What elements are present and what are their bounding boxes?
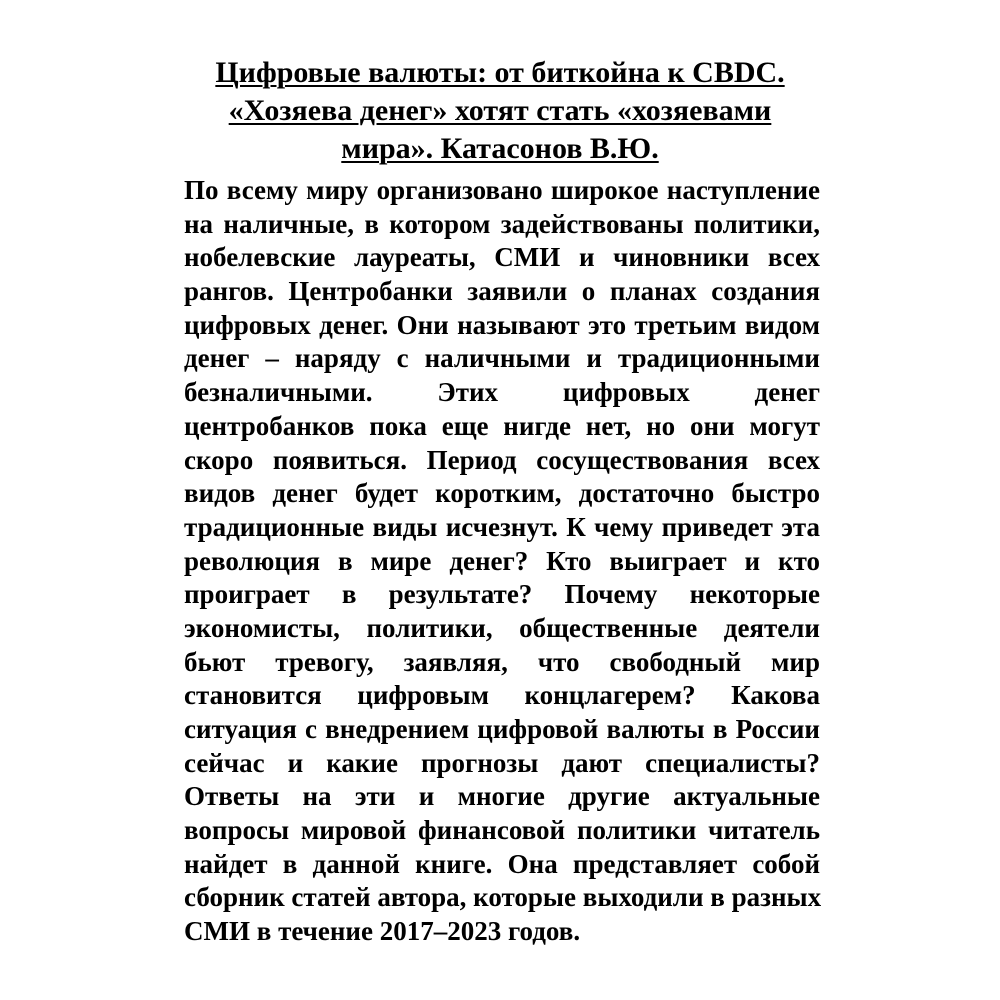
annotation-line-3: нобелевские лауреаты, СМИ и чиновники всех (184, 242, 820, 273)
annotation-line-5: цифровых денег. Они называют это третьим видом (184, 309, 820, 340)
annotation-line-23: СМИ в течение 2017–2023 годов. (184, 916, 581, 947)
book-annotation-paragraph (184, 174, 820, 949)
annotation-line-2: на наличные, в котором задействованы политики, (184, 208, 820, 239)
annotation-line-13: проиграет в результате? Почему некоторые (184, 579, 820, 610)
annotation-line-17: ситуация с внедрением цифровой валюты в России (184, 714, 820, 744)
annotation-line-12: революция в мире денег? Кто выиграет и кто (184, 545, 820, 576)
annotation-line-20: вопросы мировой финансовой политики читатель (184, 815, 820, 846)
annotation-line-8: центробанков пока еще нигде нет, но они могут (184, 410, 820, 441)
book-title-line-2: «Хозяева денег» хотят стать «хозяевами (228, 94, 772, 127)
annotation-line-10: видов денег будет коротким, достаточно быстро (184, 478, 820, 509)
book-title-line-3: мира». Катасонов В.Ю. (341, 132, 659, 165)
annotation-line-22: сборник статей автора, которые выходили в разных (184, 882, 822, 913)
annotation-line-21: найдет в данной книге. Она представляет собой (184, 848, 820, 879)
book-title-line-1: Цифровые валюты: от биткойна к CBDC. (215, 56, 785, 89)
annotation-line-1: По всему миру организовано широкое наступление (184, 175, 820, 205)
book-title (180, 54, 820, 168)
annotation-line-7: безналичными. Этих цифровых денег (184, 377, 820, 408)
annotation-line-9: скоро появиться. Период сосуществования всех (184, 444, 820, 475)
annotation-line-14: экономисты, политики, общественные деятели (184, 612, 820, 643)
annotation-line-19: Ответы на эти и многие другие актуальные (184, 781, 820, 812)
annotation-line-11: традиционные виды исчезнут. К чему приведет эта (184, 511, 820, 542)
annotation-line-6: денег – наряду с наличными и традиционными (184, 343, 820, 374)
annotation-line-15: бьют тревогу, заявляя, что свободный мир (184, 646, 820, 677)
annotation-line-18: сейчас и какие прогнозы дают специалисты? (184, 747, 820, 778)
annotation-line-4: рангов. Центробанки заявили о планах создания (184, 276, 820, 307)
annotation-line-16: становится цифровым концлагерем? Какова (184, 680, 820, 711)
